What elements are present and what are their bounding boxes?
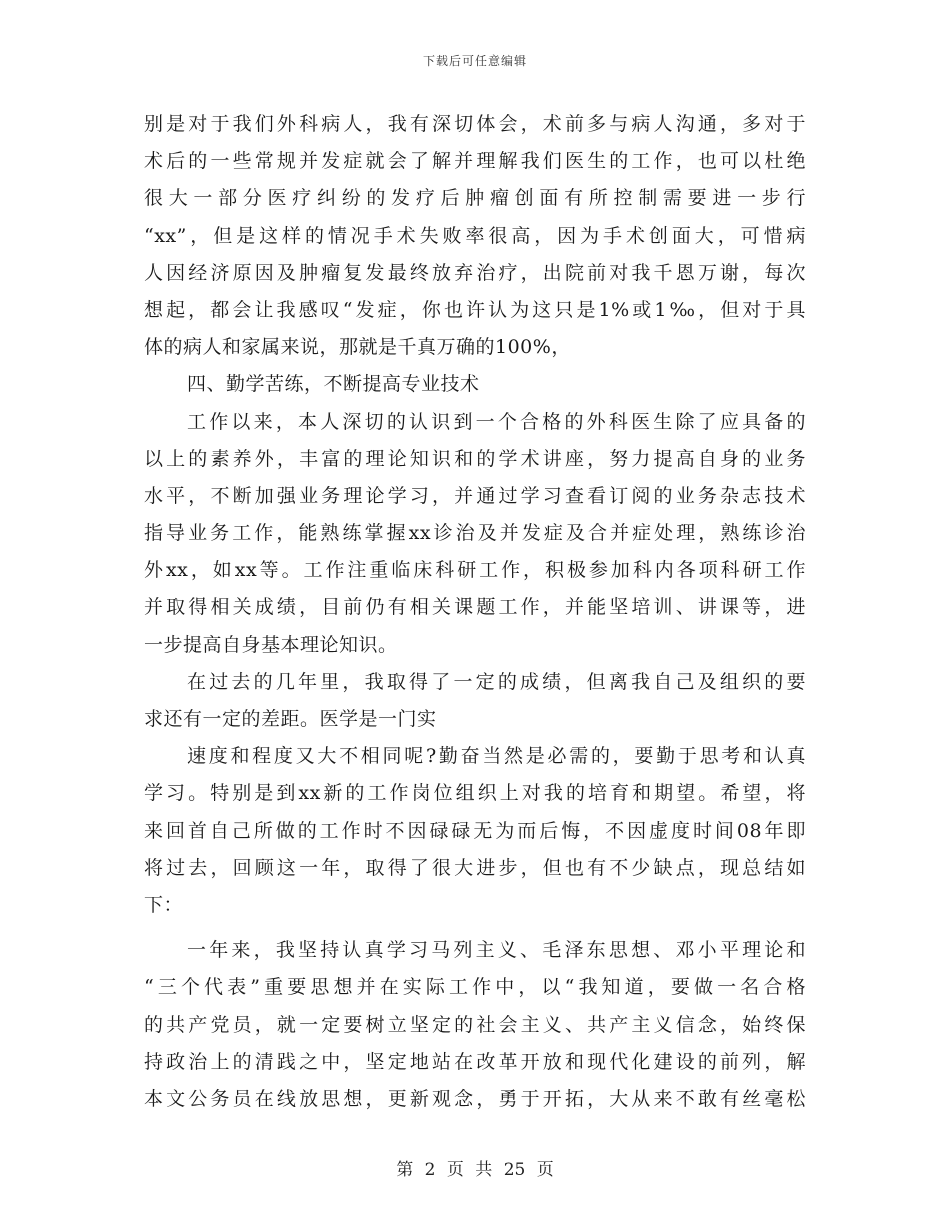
paragraph-start: 工作以来，本人深切的认识到一个合格的外科医生除了应具备的 — [187, 410, 806, 433]
text-line: 体的病人和家属来说，那就是千真万确的100%， — [144, 336, 571, 359]
text-line: 持政治上的清践之中，坚定地站在改革开放和现代化建设的前列，解 — [144, 1050, 806, 1073]
text-line: 以上的素养外，丰富的理论知识和的学术讲座，努力提高自身的业务 — [144, 447, 806, 470]
text-line: 别是对于我们外科病人，我有深切体会，术前多与病人沟通，多对于 — [144, 113, 806, 135]
text-line: “三个代表”重要思想并在实际工作中，以“我知道，要做一名合格 — [144, 976, 806, 999]
document-body — [144, 106, 806, 1118]
text-line: 人因经济原因及肿瘤复发最终放弃治疗，出院前对我千恩万谢，每次 — [144, 261, 806, 284]
text-line: 求还有一定的差距。医学是一门实 — [144, 708, 437, 730]
text-line: 下： — [144, 893, 184, 916]
text-line: 外xx，如xx等。工作注重临床科研工作，积极参加科内各项科研工作 — [144, 559, 806, 582]
page-header: 下载后可任意编辑 — [422, 54, 527, 68]
text-line: 很大一部分医疗纠纷的发疗后肿瘤创面有所控制需要进一步行 — [144, 187, 806, 210]
text-line: 一步提高自身基本理论知识。 — [144, 633, 398, 656]
text-line: 将过去，回顾这一年，取得了很大进步，但也有不少缺点，现总结如 — [144, 856, 806, 879]
paragraph-start: 速度和程度又大不相同呢?勤奋当然是必需的，要勤于思考和认真 — [187, 745, 806, 768]
text-line: 指导业务工作，能熟练掌握xx诊治及并发症及合并症处理，熟练诊治 — [144, 522, 806, 545]
text-line: 本文公务员在线放思想，更新观念，勇于开拓，大从来不敢有丝毫松 — [144, 1087, 806, 1110]
text-line: 的共产党员，就一定要树立坚定的社会主义、共产主义信念，始终保 — [144, 1013, 806, 1036]
text-line: “xx”，但是这样的情况手术失败率很高，因为手术创面大，可惜病 — [144, 224, 806, 247]
text-line: 水平，不断加强业务理论学习，并通过学习查看订阅的业务杂志技术 — [144, 484, 806, 507]
section-heading: 四、勤学苦练，不断提高专业技术 — [187, 373, 480, 396]
text-line: 来回首自己所做的工作时不因碌碌无为而后悔，不因虚度时间08年即 — [144, 819, 806, 842]
paragraph-start: 在过去的几年里，我取得了一定的成绩，但离我自己及组织的要 — [187, 670, 806, 693]
text-line: 术后的一些常规并发症就会了解并理解我们医生的工作，也可以杜绝 — [144, 150, 806, 173]
paragraph-start: 一年来，我坚持认真学习马列主义、毛泽东思想、邓小平理论和 — [187, 939, 806, 962]
text-line: 学习。特别是到xx新的工作岗位组织上对我的培育和期望。希望，将 — [144, 782, 806, 805]
text-line: 并取得相关成绩，目前仍有相关课题工作，并能坚培训、讲课等，进 — [144, 596, 806, 619]
page-number: 第 2 页 共 25 页 — [396, 1160, 554, 1180]
text-line: 想起，都会让我感叹“发症，你也许认为这只是1%或1‰，但对于具 — [144, 298, 806, 321]
